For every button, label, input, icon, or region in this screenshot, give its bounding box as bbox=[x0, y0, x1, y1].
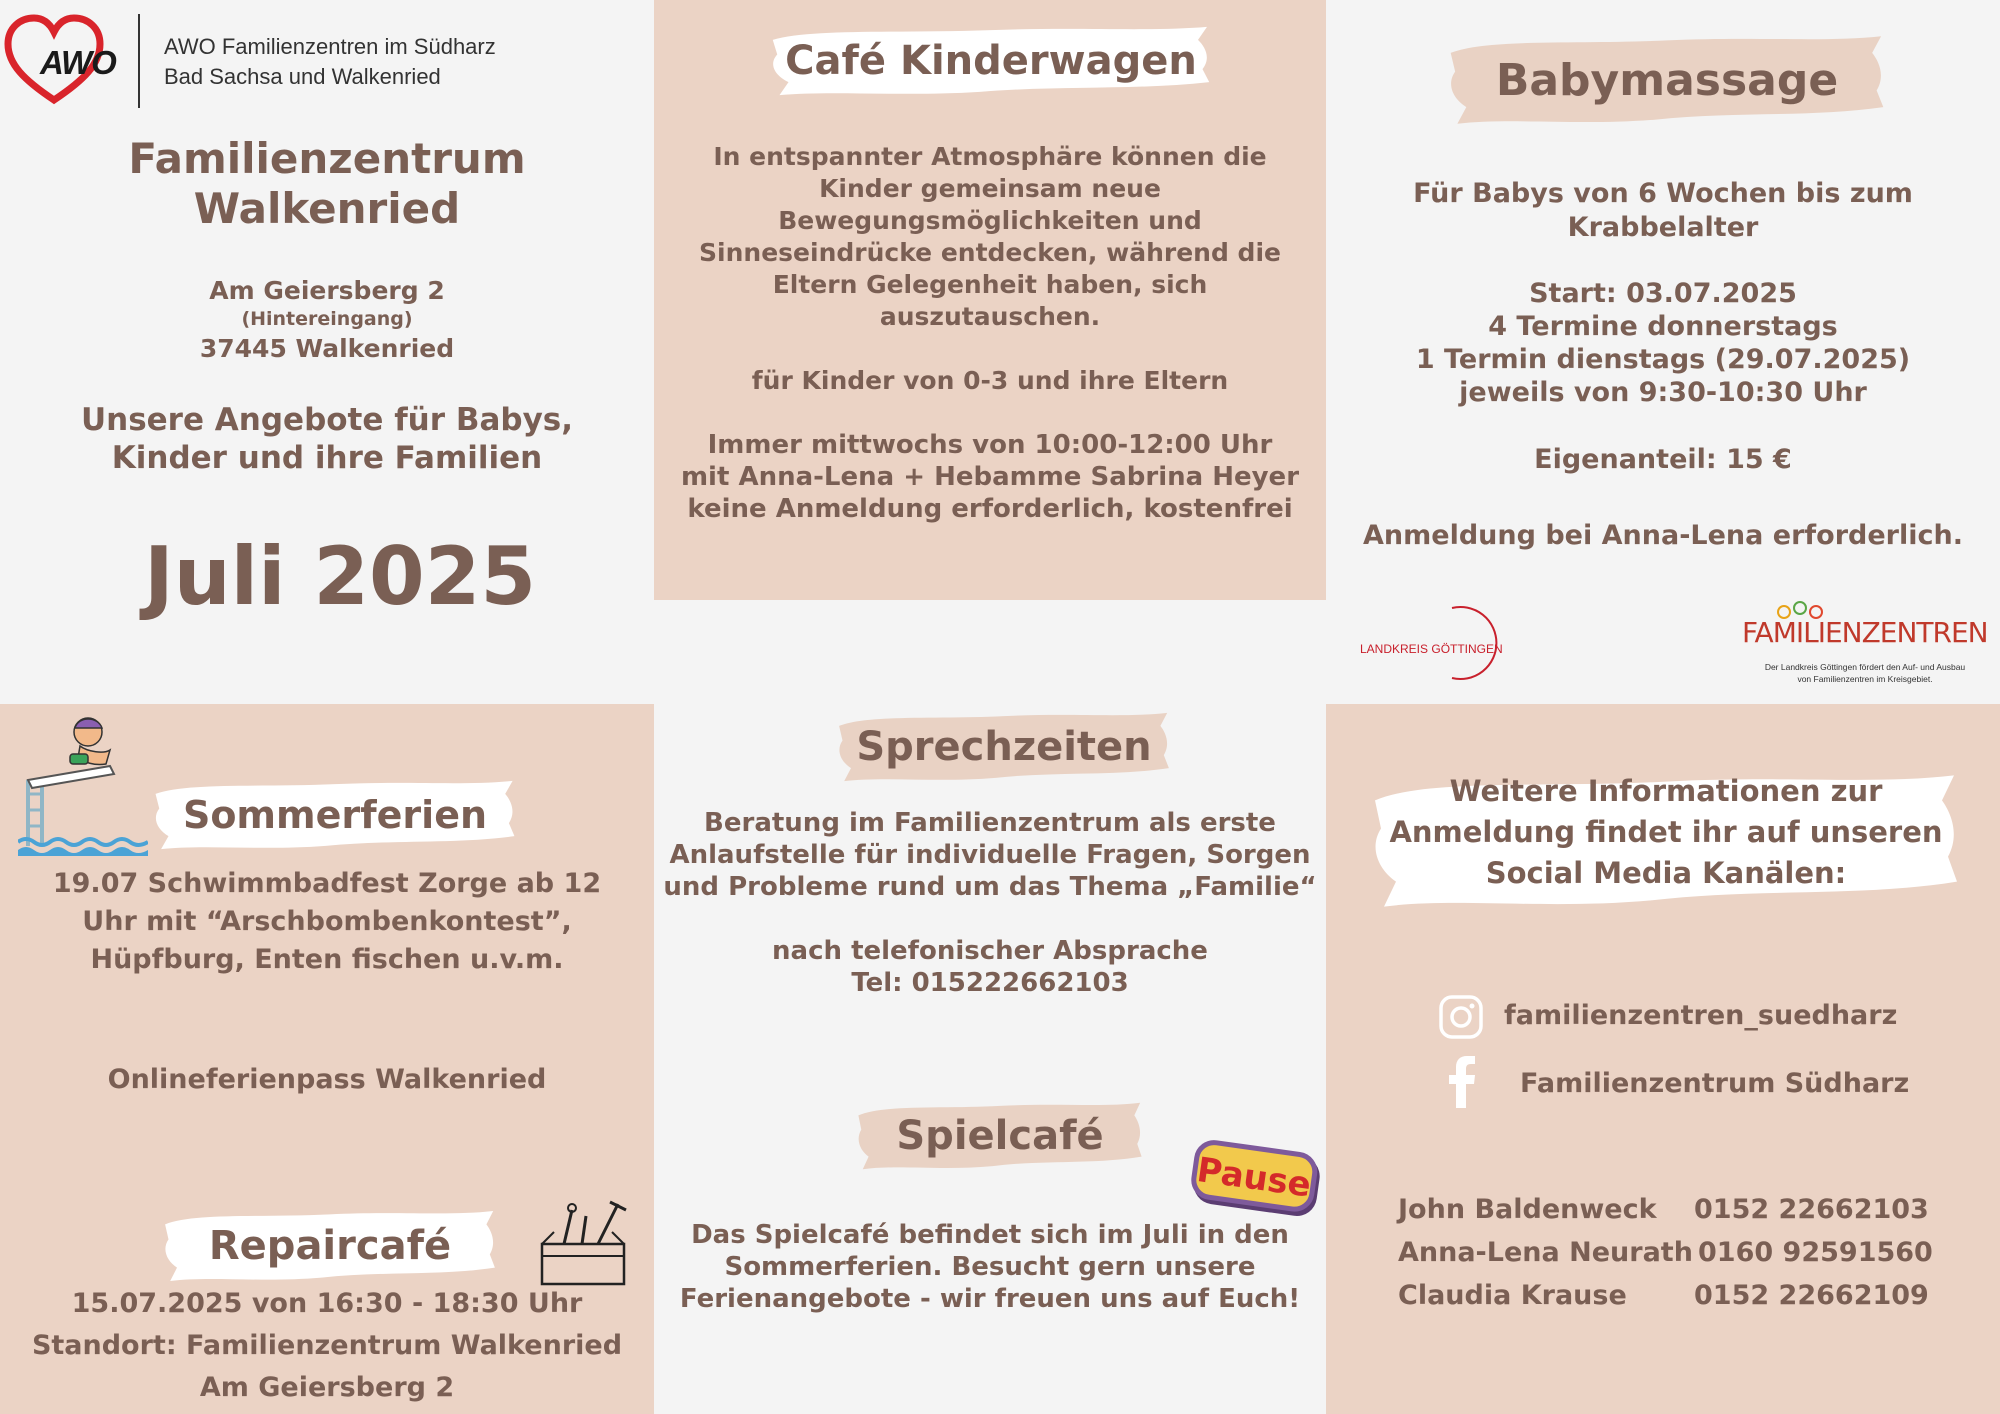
babymassage-title: Babymassage bbox=[1495, 54, 1839, 106]
instagram-icon bbox=[1438, 994, 1484, 1040]
pause-badge bbox=[1183, 1129, 1326, 1227]
offer-line2: Kinder und ihre Familien bbox=[111, 440, 543, 476]
babymassage-heading bbox=[1444, 30, 1890, 130]
sommer-event-3: Hüpfburg, Enten fischen u.v.m. bbox=[90, 944, 564, 975]
facebook-icon bbox=[1442, 1056, 1482, 1108]
social-heading-1: Weitere Informationen zur bbox=[1449, 774, 1883, 808]
sprechzeiten-title: Sprechzeiten bbox=[856, 724, 1152, 770]
center-gap bbox=[654, 600, 1326, 704]
sprech-contact-1: nach telefonischer Absprache bbox=[772, 936, 1208, 966]
toolbox-illustration bbox=[536, 1196, 636, 1290]
spielcafe-desc-1: Das Spielcafé befindet sich im Juli in den bbox=[691, 1220, 1289, 1250]
babymassage-panel bbox=[1326, 0, 2000, 704]
intro-title-line1: Familienzentrum bbox=[128, 134, 526, 183]
baby-audience-1: Für Babys von 6 Wochen bis zum bbox=[1413, 178, 1913, 209]
contact-phone-1: 0152 22662103 bbox=[1694, 1194, 1929, 1225]
spielcafe-title: Spielcafé bbox=[896, 1113, 1104, 1159]
address-street: Am Geiersberg 2 bbox=[209, 276, 445, 305]
cafe-desc-2: Kinder gemeinsam neue bbox=[819, 174, 1161, 203]
familienzentren-sub2: von Familienzentren im Kreisgebiet. bbox=[1797, 674, 1933, 684]
spielcafe-heading bbox=[854, 1098, 1146, 1174]
social-heading-2: Anmeldung findet ihr auf unseren bbox=[1389, 815, 1943, 849]
facebook-link[interactable] bbox=[1438, 1056, 1938, 1110]
sprechzeiten-panel bbox=[654, 704, 1326, 1414]
instagram-handle: familienzentren_suedharz bbox=[1504, 1000, 1898, 1031]
sprech-desc-3: und Probleme rund um das Thema „Familie“ bbox=[663, 872, 1317, 902]
familienzentren-logo bbox=[1740, 600, 1990, 690]
sommerferien-heading bbox=[150, 776, 520, 854]
baby-schedule-4: jeweils von 9:30-10:30 Uhr bbox=[1459, 377, 1867, 408]
org-name-line1: AWO Familienzentren im Südharz bbox=[164, 34, 496, 59]
contact-phone-2: 0160 92591560 bbox=[1698, 1237, 1933, 1268]
familienzentren-sub1: Der Landkreis Göttingen fördert den Auf- und Ausbau bbox=[1764, 662, 1966, 672]
landkreis-logo bbox=[1352, 602, 1552, 682]
sommer-event-2: Uhr mit “Arschbombenkontest”, bbox=[82, 906, 572, 937]
social-panel bbox=[1326, 704, 2000, 1414]
familienzentren-word: FAMILIENZENTREN bbox=[1742, 616, 1988, 649]
cafe-desc-4: Sinneseindrücke entdecken, während die bbox=[699, 238, 1281, 267]
repair-line-3: Am Geiersberg 2 bbox=[199, 1372, 455, 1403]
awo-logo bbox=[4, 14, 116, 106]
contact-name-2: Anna-Lena Neurath bbox=[1398, 1237, 1693, 1268]
repaircafe-title: Repaircafé bbox=[208, 1223, 452, 1269]
sommerferien-panel bbox=[0, 704, 654, 1414]
baby-fee: Eigenanteil: 15 € bbox=[1534, 444, 1792, 475]
sommer-event-1: 19.07 Schwimmbadfest Zorge ab 12 bbox=[52, 868, 602, 899]
contact-phone-3: 0152 22662109 bbox=[1694, 1280, 1929, 1311]
offer-line1: Unsere Angebote für Babys, bbox=[80, 402, 574, 438]
cafe-kinderwagen-title: Café Kinderwagen bbox=[785, 38, 1197, 84]
pause-badge-label: Pause bbox=[1194, 1150, 1314, 1206]
repaircafe-heading bbox=[160, 1206, 500, 1286]
social-heading-3: Social Media Kanälen: bbox=[1485, 856, 1847, 890]
cafe-desc-5: Eltern Gelegenheit haben, sich bbox=[772, 270, 1208, 299]
cafe-kinderwagen-heading bbox=[766, 22, 1216, 100]
month-heading: Juli 2025 bbox=[143, 530, 537, 623]
cafe-kinderwagen-panel bbox=[654, 0, 1326, 600]
repair-line-2: Standort: Familienzentrum Walkenried bbox=[31, 1330, 623, 1361]
baby-audience-2: Krabbelalter bbox=[1567, 212, 1759, 243]
cafe-detail-2: mit Anna-Lena + Hebamme Sabrina Heyer bbox=[680, 462, 1300, 492]
cafe-desc-1: In entspannter Atmosphäre können die bbox=[713, 142, 1267, 171]
spielcafe-desc-2: Sommerferien. Besucht gern unsere bbox=[724, 1252, 1256, 1282]
sprech-contact-2: Tel: 015222662103 bbox=[851, 968, 1129, 998]
instagram-link[interactable] bbox=[1438, 992, 1938, 1042]
address-note: (Hintereingang) bbox=[241, 308, 413, 330]
cafe-desc-3: Bewegungsmöglichkeiten und bbox=[778, 206, 1202, 235]
contact-name-3: Claudia Krause bbox=[1398, 1280, 1627, 1311]
logo-divider bbox=[138, 14, 140, 108]
awo-logo-text: AWO bbox=[40, 44, 116, 81]
intro-panel bbox=[0, 0, 654, 704]
landkreis-text: LANDKREIS GÖTTINGEN bbox=[1360, 642, 1503, 656]
baby-schedule-1: Start: 03.07.2025 bbox=[1529, 278, 1797, 309]
sprech-desc-1: Beratung im Familienzentrum als erste bbox=[704, 808, 1276, 838]
baby-schedule-2: 4 Termine donnerstags bbox=[1488, 311, 1838, 342]
toolbox-icon bbox=[536, 1196, 636, 1290]
facebook-page-name: Familienzentrum Südharz bbox=[1520, 1068, 1910, 1099]
baby-schedule-3: 1 Termin dienstags (29.07.2025) bbox=[1415, 344, 1911, 375]
repair-line-1: 15.07.2025 von 16:30 - 18:30 Uhr bbox=[71, 1288, 583, 1319]
intro-title-line2: Walkenried bbox=[193, 184, 461, 233]
diver-illustration bbox=[18, 710, 148, 856]
cafe-detail-3: keine Anmeldung erforderlich, kostenfrei bbox=[687, 494, 1293, 524]
spielcafe-desc-3: Ferienangebote - wir freuen uns auf Euch! bbox=[679, 1284, 1301, 1314]
baby-registration: Anmeldung bei Anna-Lena erforderlich. bbox=[1363, 520, 1963, 551]
address-city: 37445 Walkenried bbox=[199, 334, 455, 363]
cafe-audience: für Kinder von 0-3 und ihre Eltern bbox=[751, 366, 1229, 395]
sprechzeiten-heading bbox=[834, 708, 1174, 786]
contact-name-1: John Baldenweck bbox=[1398, 1194, 1657, 1225]
sprech-desc-2: Anlaufstelle für individuelle Fragen, Sorgen bbox=[669, 840, 1311, 870]
diving-child-icon bbox=[18, 710, 148, 856]
org-name-line2: Bad Sachsa und Walkenried bbox=[164, 64, 441, 89]
cafe-detail-1: Immer mittwochs von 10:00-12:00 Uhr bbox=[707, 430, 1273, 460]
sommerferien-title: Sommerferien bbox=[182, 793, 488, 837]
cafe-desc-6: auszutauschen. bbox=[879, 302, 1101, 331]
onlineferienpass-link[interactable]: Onlineferienpass Walkenried bbox=[107, 1064, 547, 1095]
